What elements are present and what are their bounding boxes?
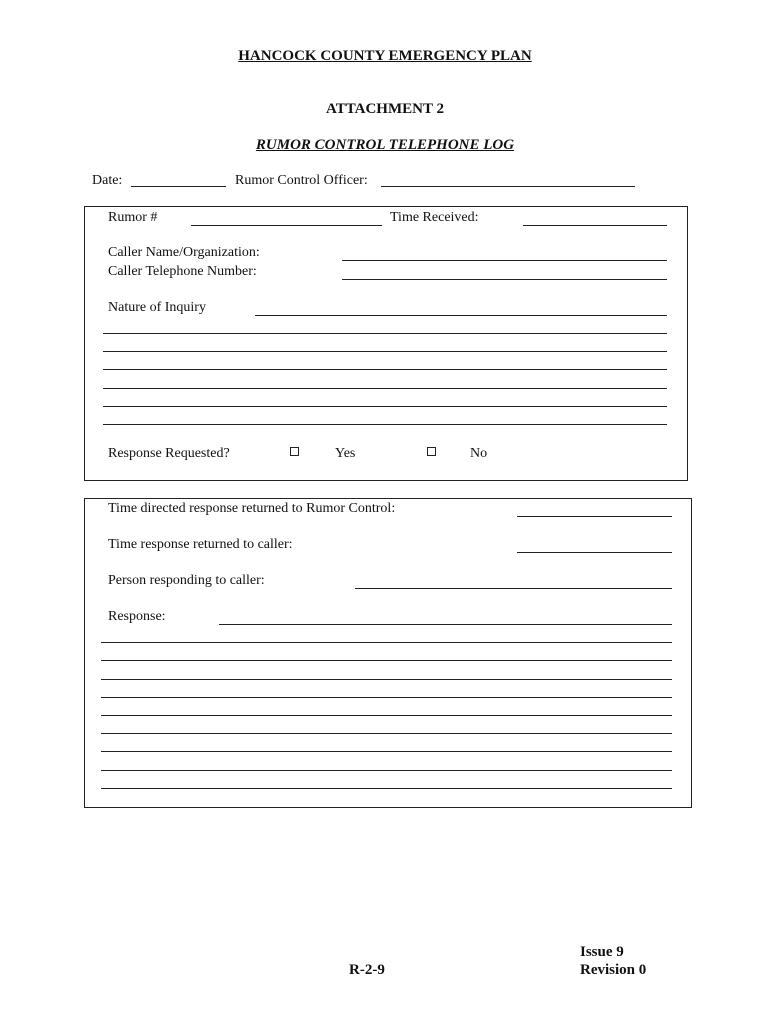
- date-field[interactable]: [131, 186, 226, 187]
- no-checkbox[interactable]: [427, 447, 436, 456]
- revision-number: Revision 0: [580, 962, 647, 978]
- response-line[interactable]: [101, 788, 672, 789]
- yes-checkbox[interactable]: [290, 447, 299, 456]
- response-line[interactable]: [101, 770, 672, 771]
- person-responding-label: Person responding to caller:: [108, 573, 265, 588]
- officer-label: Rumor Control Officer:: [235, 173, 368, 188]
- response-line[interactable]: [101, 715, 672, 716]
- nature-of-inquiry-label: Nature of Inquiry: [108, 300, 206, 315]
- response-line[interactable]: [101, 642, 672, 643]
- response-line[interactable]: [101, 679, 672, 680]
- nature-of-inquiry-line[interactable]: [103, 406, 667, 407]
- no-label: No: [470, 446, 488, 461]
- rumor-number-label: Rumor #: [108, 210, 158, 225]
- caller-name-field[interactable]: [342, 260, 667, 261]
- time-received-field[interactable]: [523, 225, 667, 226]
- time-returned-field[interactable]: [517, 552, 672, 553]
- time-received-label: Time Received:: [390, 210, 479, 225]
- response-label: Response:: [108, 609, 166, 624]
- rumor-number-field[interactable]: [191, 225, 382, 226]
- nature-of-inquiry-line[interactable]: [103, 351, 667, 352]
- caller-name-label: Caller Name/Organization:: [108, 245, 260, 260]
- nature-of-inquiry-line[interactable]: [103, 333, 667, 334]
- caller-phone-label: Caller Telephone Number:: [108, 264, 257, 279]
- officer-field[interactable]: [381, 186, 635, 187]
- time-directed-field[interactable]: [517, 516, 672, 517]
- yes-label: Yes: [335, 446, 356, 461]
- attachment-label: ATTACHMENT 2: [326, 101, 444, 117]
- plan-title: HANCOCK COUNTY EMERGENCY PLAN: [238, 48, 532, 64]
- log-title: RUMOR CONTROL TELEPHONE LOG: [255, 137, 515, 153]
- response-requested-label: Response Requested?: [108, 446, 230, 461]
- nature-of-inquiry-line[interactable]: [103, 369, 667, 370]
- time-returned-label: Time response returned to caller:: [108, 537, 293, 552]
- nature-of-inquiry-line[interactable]: [103, 424, 667, 425]
- nature-of-inquiry-field[interactable]: [255, 315, 667, 316]
- response-field[interactable]: [219, 624, 672, 625]
- person-responding-field[interactable]: [355, 588, 672, 589]
- response-line[interactable]: [101, 660, 672, 661]
- caller-phone-field[interactable]: [342, 279, 667, 280]
- nature-of-inquiry-line[interactable]: [103, 388, 667, 389]
- response-line[interactable]: [101, 697, 672, 698]
- date-label: Date:: [92, 173, 123, 188]
- issue-number: Issue 9: [580, 944, 624, 960]
- response-line[interactable]: [101, 751, 672, 752]
- page-number: R-2-9: [349, 962, 385, 978]
- response-line[interactable]: [101, 733, 672, 734]
- time-directed-label: Time directed response returned to Rumor Control:: [108, 501, 396, 516]
